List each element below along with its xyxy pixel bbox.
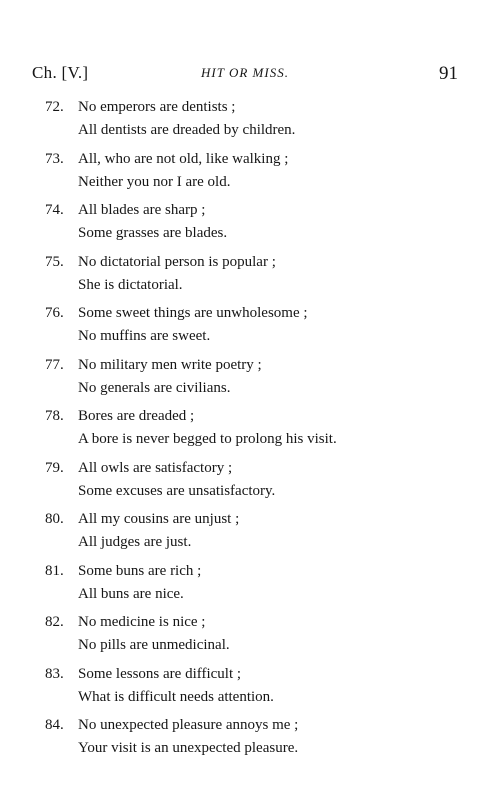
problem-item bbox=[0, 302, 490, 354]
page-header bbox=[32, 63, 458, 87]
problem-item bbox=[0, 251, 490, 303]
premise-line: No military men write poetry ; bbox=[78, 356, 262, 373]
problem-number: 79. bbox=[45, 459, 64, 476]
premise-line: All buns are nice. bbox=[78, 585, 184, 602]
premise-line: All owls are satisfactory ; bbox=[78, 459, 233, 476]
premise-line: Some lessons are difficult ; bbox=[78, 665, 242, 682]
problem-number: 81. bbox=[45, 562, 64, 579]
premise-line: No generals are civilians. bbox=[78, 379, 231, 396]
problem-number: 74. bbox=[45, 202, 64, 218]
premise-line: All judges are just. bbox=[78, 534, 192, 550]
premise-line: Some excuses are unsatisfactory. bbox=[78, 482, 276, 499]
problem-number: 75. bbox=[45, 253, 64, 270]
premise-line: She is dictatorial. bbox=[78, 276, 183, 293]
premise-line: Some sweet things are unwholesome ; bbox=[78, 305, 308, 321]
problem-number: 72. bbox=[45, 99, 64, 115]
premise-line: Your visit is an unexpected pleasure. bbox=[78, 740, 299, 756]
premise-line: What is difficult needs attention. bbox=[78, 688, 274, 705]
chapter-label: Ch. [V.] bbox=[32, 63, 89, 82]
premise-line: No emperors are dentists ; bbox=[78, 99, 236, 115]
problem-number: 73. bbox=[45, 150, 64, 167]
premise-line: No unexpected pleasure annoys me ; bbox=[78, 717, 299, 733]
problem-number: 84. bbox=[45, 717, 64, 733]
problem-number: 83. bbox=[45, 665, 64, 682]
problem-item bbox=[0, 405, 490, 457]
problem-item bbox=[0, 508, 490, 560]
problem-number: 80. bbox=[45, 511, 64, 527]
problem-number: 82. bbox=[45, 614, 64, 630]
problem-item bbox=[0, 663, 490, 715]
running-title: HIT OR MISS. bbox=[201, 65, 289, 80]
premise-line: Some buns are rich ; bbox=[78, 562, 202, 579]
premise-line: All my cousins are unjust ; bbox=[78, 511, 240, 527]
premise-line: No pills are unmedicinal. bbox=[78, 637, 230, 653]
problem-list bbox=[0, 96, 490, 766]
premise-line: No muffins are sweet. bbox=[78, 328, 211, 344]
problem-item bbox=[0, 148, 490, 200]
problem-number: 77. bbox=[45, 356, 64, 373]
premise-line: All dentists are dreaded by children. bbox=[78, 122, 296, 138]
premise-line: Neither you nor I are old. bbox=[78, 173, 231, 190]
problem-item bbox=[0, 199, 490, 251]
page-number: 91 bbox=[439, 63, 458, 84]
problem-number: 76. bbox=[45, 305, 64, 321]
problem-item bbox=[0, 611, 490, 663]
problem-item bbox=[0, 560, 490, 612]
problem-item bbox=[0, 354, 490, 406]
premise-line: No medicine is nice ; bbox=[78, 614, 206, 630]
premise-line: Bores are dreaded ; bbox=[78, 408, 195, 424]
problem-item bbox=[0, 714, 490, 766]
problem-number: 78. bbox=[45, 408, 64, 424]
premise-line: A bore is never begged to prolong his visit. bbox=[78, 431, 337, 447]
premise-line: No dictatorial person is popular ; bbox=[78, 253, 276, 270]
problem-item bbox=[0, 457, 490, 509]
problem-item bbox=[0, 96, 490, 148]
premise-line: All, who are not old, like walking ; bbox=[78, 150, 289, 167]
premise-line: All blades are sharp ; bbox=[78, 202, 206, 218]
premise-line: Some grasses are blades. bbox=[78, 225, 228, 241]
